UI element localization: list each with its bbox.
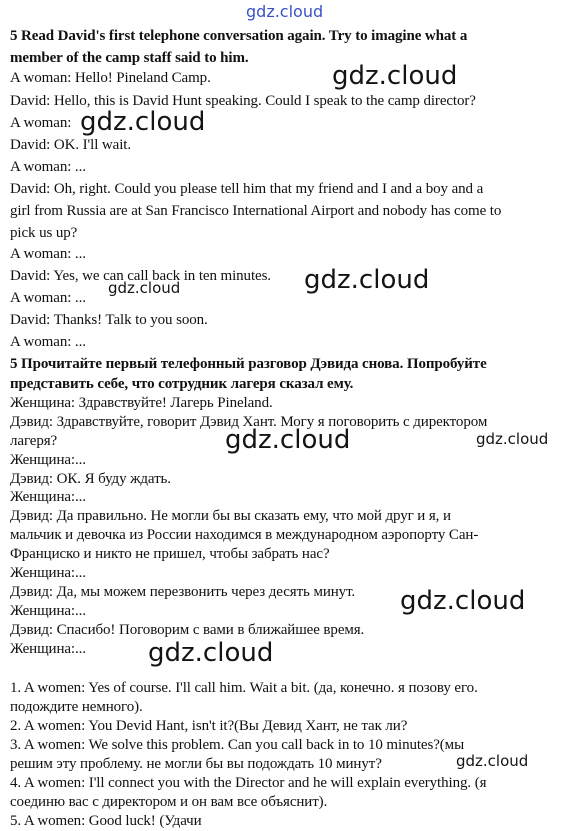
- translation-line: Дэвид: ОК. Я буду ждать.: [10, 471, 171, 487]
- watermark: gdz.cloud: [456, 752, 529, 770]
- translation-line: Дэвид: Да, мы можем перезвонить через десять минут.: [10, 584, 356, 600]
- watermark: gdz.cloud: [148, 638, 274, 668]
- dialogue-line: David: Oh, right. Could you please tell him that my friend and I and a boy and a: [10, 181, 484, 197]
- translation-line: Дэвид: Да правильно. Не могли бы вы сказать ему, что мой друг и я, и: [10, 508, 451, 524]
- translation-line: Женщина:...: [10, 641, 86, 657]
- watermark: gdz.cloud: [332, 61, 458, 91]
- translation-line: Франциско и никто не пришел, чтобы забрать нас?: [10, 546, 330, 562]
- watermark: gdz.cloud: [80, 107, 206, 137]
- dialogue-line: David: Hello, this is David Hunt speaking. Could I speak to the camp director?: [10, 93, 476, 109]
- dialogue-line: A woman: ...: [10, 290, 86, 306]
- dialogue-line: David: OK. I'll wait.: [10, 137, 131, 153]
- dialogue-line: girl from Russia are at San Francisco International Airport and nobody has come to: [10, 203, 502, 219]
- watermark: gdz.cloud: [225, 425, 351, 455]
- answer-line: 2. A women: You Devid Hant, isn't it?(Вы Девид Хант, не так ли?: [10, 718, 408, 734]
- russian-task-title: представить себе, что сотрудник лагеря сказал ему.: [10, 376, 354, 392]
- translation-line: Женщина:...: [10, 603, 86, 619]
- dialogue-line: A woman:: [10, 115, 72, 131]
- translation-line: Женщина:...: [10, 489, 86, 505]
- translation-line: Дэвид: Здравствуйте, говорит Дэвид Хант. Могу я поговорить с директором: [10, 414, 488, 430]
- watermark: gdz.cloud: [476, 430, 549, 448]
- translation-line: Женщина: Здравствуйте! Лагерь Pineland.: [10, 395, 273, 411]
- english-task-title: member of the camp staff said to him.: [10, 50, 249, 66]
- dialogue-line: A woman: ...: [10, 159, 86, 175]
- dialogue-line: A woman: ...: [10, 334, 86, 350]
- translation-line: Женщина:...: [10, 452, 86, 468]
- answer-line: 5. A women: Good luck! (Удачи: [10, 813, 202, 829]
- dialogue-line: pick us up?: [10, 225, 78, 241]
- dialogue-line: David: Yes, we can call back in ten minutes.: [10, 268, 271, 284]
- answer-line: 3. A women: We solve this problem. Can you call back in to 10 minutes?(мы: [10, 737, 465, 753]
- watermark: gdz.cloud: [304, 265, 430, 295]
- answer-line: 4. A women: I'll connect you with the Director and he will explain everything. (я: [10, 775, 487, 791]
- watermark: gdz.cloud: [400, 586, 526, 616]
- answer-line: соединю вас с директором и он вам все объяснит).: [10, 794, 328, 810]
- english-task-title: 5 Read David's first telephone conversation again. Try to imagine what a: [10, 28, 468, 44]
- answer-line: подождите немного).: [10, 699, 143, 715]
- russian-task-title: 5 Прочитайте первый телефонный разговор Дэвида снова. Попробуйте: [10, 356, 487, 372]
- watermark: gdz.cloud: [246, 2, 324, 21]
- translation-line: лагеря?: [10, 433, 58, 449]
- watermark: gdz.cloud: [108, 279, 181, 297]
- dialogue-line: A woman: Hello! Pineland Camp.: [10, 70, 211, 86]
- translation-line: Женщина:...: [10, 565, 86, 581]
- dialogue-line: A woman: ...: [10, 246, 86, 262]
- dialogue-line: David: Thanks! Talk to you soon.: [10, 312, 208, 328]
- translation-line: мальчик и девочка из России находимся в международном аэропорту Сан-: [10, 527, 479, 543]
- translation-line: Дэвид: Спасибо! Поговорим с вами в ближайшее время.: [10, 622, 365, 638]
- answer-line: решим эту проблему. не могли бы вы подождать 10 минут?: [10, 756, 382, 772]
- answer-line: 1. A women: Yes of course. I'll call him. Wait a bit. (да, конечно. я позову его.: [10, 680, 478, 696]
